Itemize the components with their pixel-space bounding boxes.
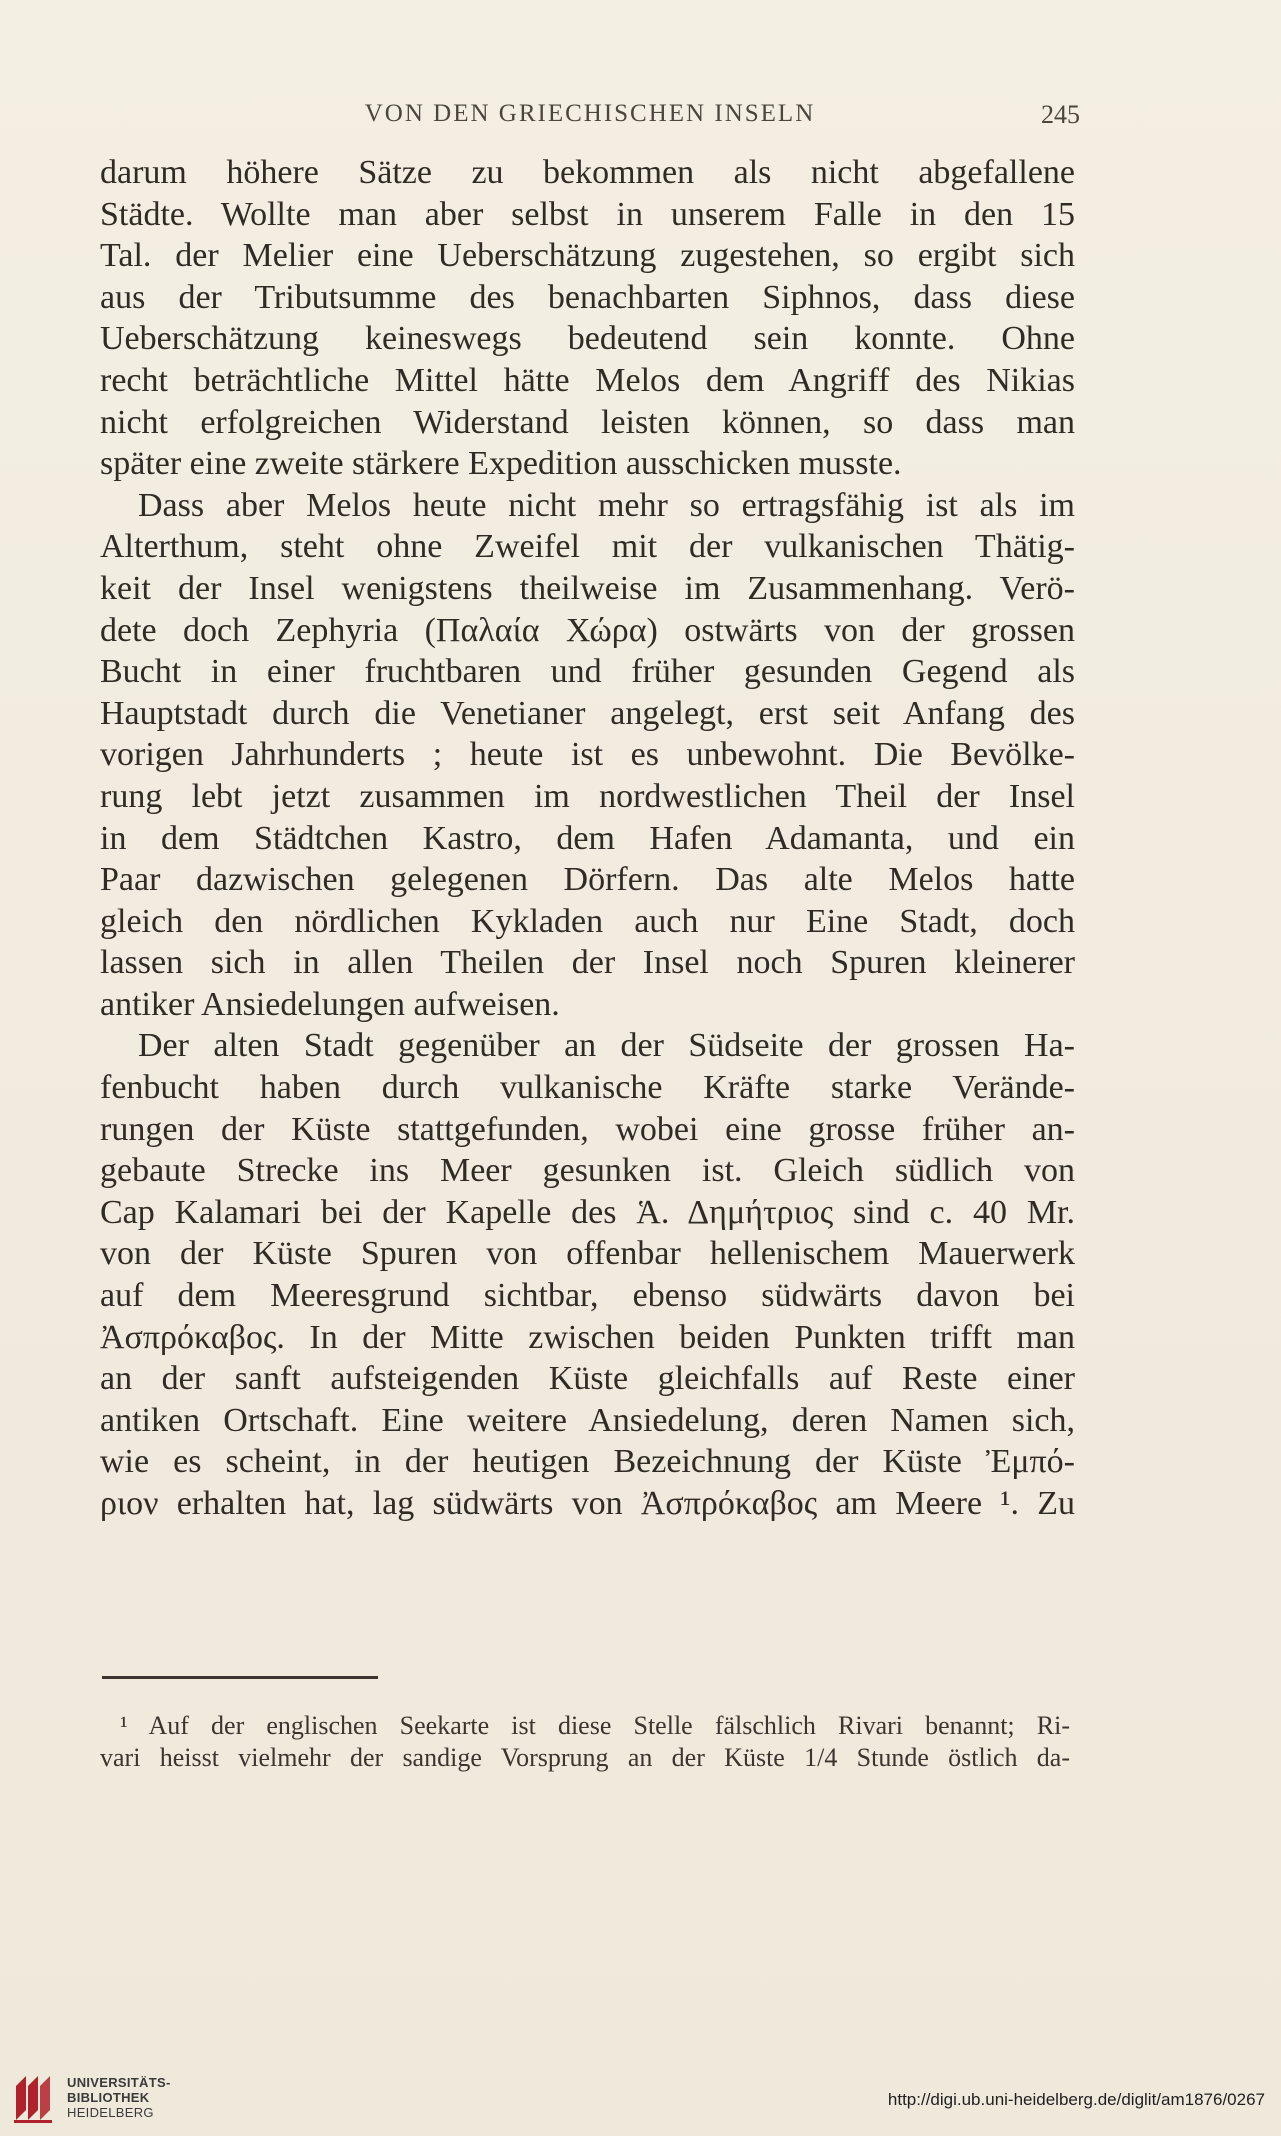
text-line: aus der Tributsumme des benachbarten Siphnos, dass diese [100,278,1075,316]
text-line: Städte. Wollte man aber selbst in unserem Falle in den 15 [100,195,1075,233]
library-name-line: HEIDELBERG [67,2105,154,2120]
text-line: lassen sich in allen Theilen der Insel noch Spuren kleinerer [100,944,1075,982]
text-line: von der Küste Spuren von offenbar hellenischem Mauerwerk [100,1235,1075,1273]
text-line: ριον erhalten hat, lag südwärts von Ἀσπρόκαβος am Meere ¹. Zu [100,1485,1075,1522]
running-head [100,100,1080,140]
text-line: Bucht in einer fruchtbaren und früher gesunden Gegend als [100,653,1075,691]
text-line: gebaute Strecke ins Meer gesunken ist. Gleich südlich von [100,1152,1075,1190]
text-line: in dem Städtchen Kastro, dem Hafen Adamanta, und ein [100,819,1075,857]
footnote-divider [102,1676,378,1679]
text-line: darum höhere Sätze zu bekommen als nicht abgefallene [100,154,1075,191]
text-line: recht beträchtliche Mittel hätte Melos dem Angriff des Nikias [100,361,1075,399]
text-line: Ἀσπρόκαβος. In der Mitte zwischen beiden Punkten trifft man [100,1318,1075,1356]
text-line: rung lebt jetzt zusammen im nordwestlichen Theil der Insel [100,777,1075,815]
text-line: nicht erfolgreichen Widerstand leisten können, so dass man [100,403,1075,441]
text-line: antiker Ansiedelungen aufweisen. [100,985,560,1023]
source-url-link[interactable]: http://digi.ub.uni-heidelberg.de/diglit/am1876/0267 [887,2090,1265,2109]
text-line: Der alten Stadt gegenüber an der Südseite der grossen Ha- [138,1027,1075,1065]
text-line: fenbucht haben durch vulkanische Kräfte starke Verände- [100,1069,1075,1107]
text-line: antiken Ortschaft. Eine weitere Ansiedelung, deren Namen sich, [100,1401,1075,1439]
text-line: wie es scheint, in der heutigen Bezeichnung der Küste Ἐμπό- [100,1443,1075,1481]
page-number: 245 [1041,100,1080,129]
text-line: Paar dazwischen gelegenen Dörfern. Das alte Melos hatte [100,861,1075,899]
text-line: gleich den nördlichen Kykladen auch nur Eine Stadt, doch [100,902,1075,940]
library-logo[interactable] [12,2068,192,2128]
text-line: Alterthum, steht ohne Zweifel mit der vulkanischen Thätig- [100,528,1075,566]
text-line: auf dem Meeresgrund sichtbar, ebenso südwärts davon bei [100,1277,1075,1315]
running-title: VON DEN GRIECHISCHEN INSELN [364,100,816,127]
text-line: rungen der Küste stattgefunden, wobei eine grosse früher an- [100,1110,1075,1148]
text-line: an der sanft aufsteigenden Küste gleichfalls auf Reste einer [100,1360,1075,1398]
library-name-line: BIBLIOTHEK [67,2090,150,2105]
text-line: keit der Insel wenigstens theilweise im Zusammenhang. Verö- [100,569,1075,607]
footnote-line: ¹ Auf der englischen Seekarte ist diese Stelle fälschlich Rivari benannt; Ri- [120,1711,1070,1740]
body-text [100,152,1075,1525]
text-line: vorigen Jahrhunderts ; heute ist es unbewohnt. Die Bevölke- [100,736,1075,774]
paragraph-1 [100,152,1075,485]
paragraph-2 [100,485,1075,1026]
text-line: Ueberschätzung keineswegs bedeutend sein konnte. Ohne [100,320,1075,358]
text-line: Dass aber Melos heute nicht mehr so ertragsfähig ist als im [138,486,1075,524]
footnote-line: vari heisst vielmehr der sandige Vorsprung an der Küste 1/4 Stunde östlich da- [100,1743,1070,1772]
library-name-line: UNIVERSITÄTS- [67,2075,171,2090]
text-line: später eine zweite stärkere Expedition ausschicken musste. [100,445,902,483]
text-line: Hauptstadt durch die Venetianer angelegt, erst seit Anfang des [100,694,1075,732]
footnotes [100,1710,1070,1774]
library-emblem-icon [12,2072,56,2124]
paragraph-3 [100,1025,1075,1524]
text-line: Tal. der Melier eine Ueberschätzung zugestehen, so ergibt sich [100,237,1075,275]
library-name [67,2075,171,2120]
text-line: dete doch Zephyria (Παλαία Χώρα) ostwärts von der grossen [100,611,1075,649]
text-line: Cap Kalamari bei der Kapelle des Ἁ. Δημήτριος sind c. 40 Mr. [100,1193,1075,1231]
